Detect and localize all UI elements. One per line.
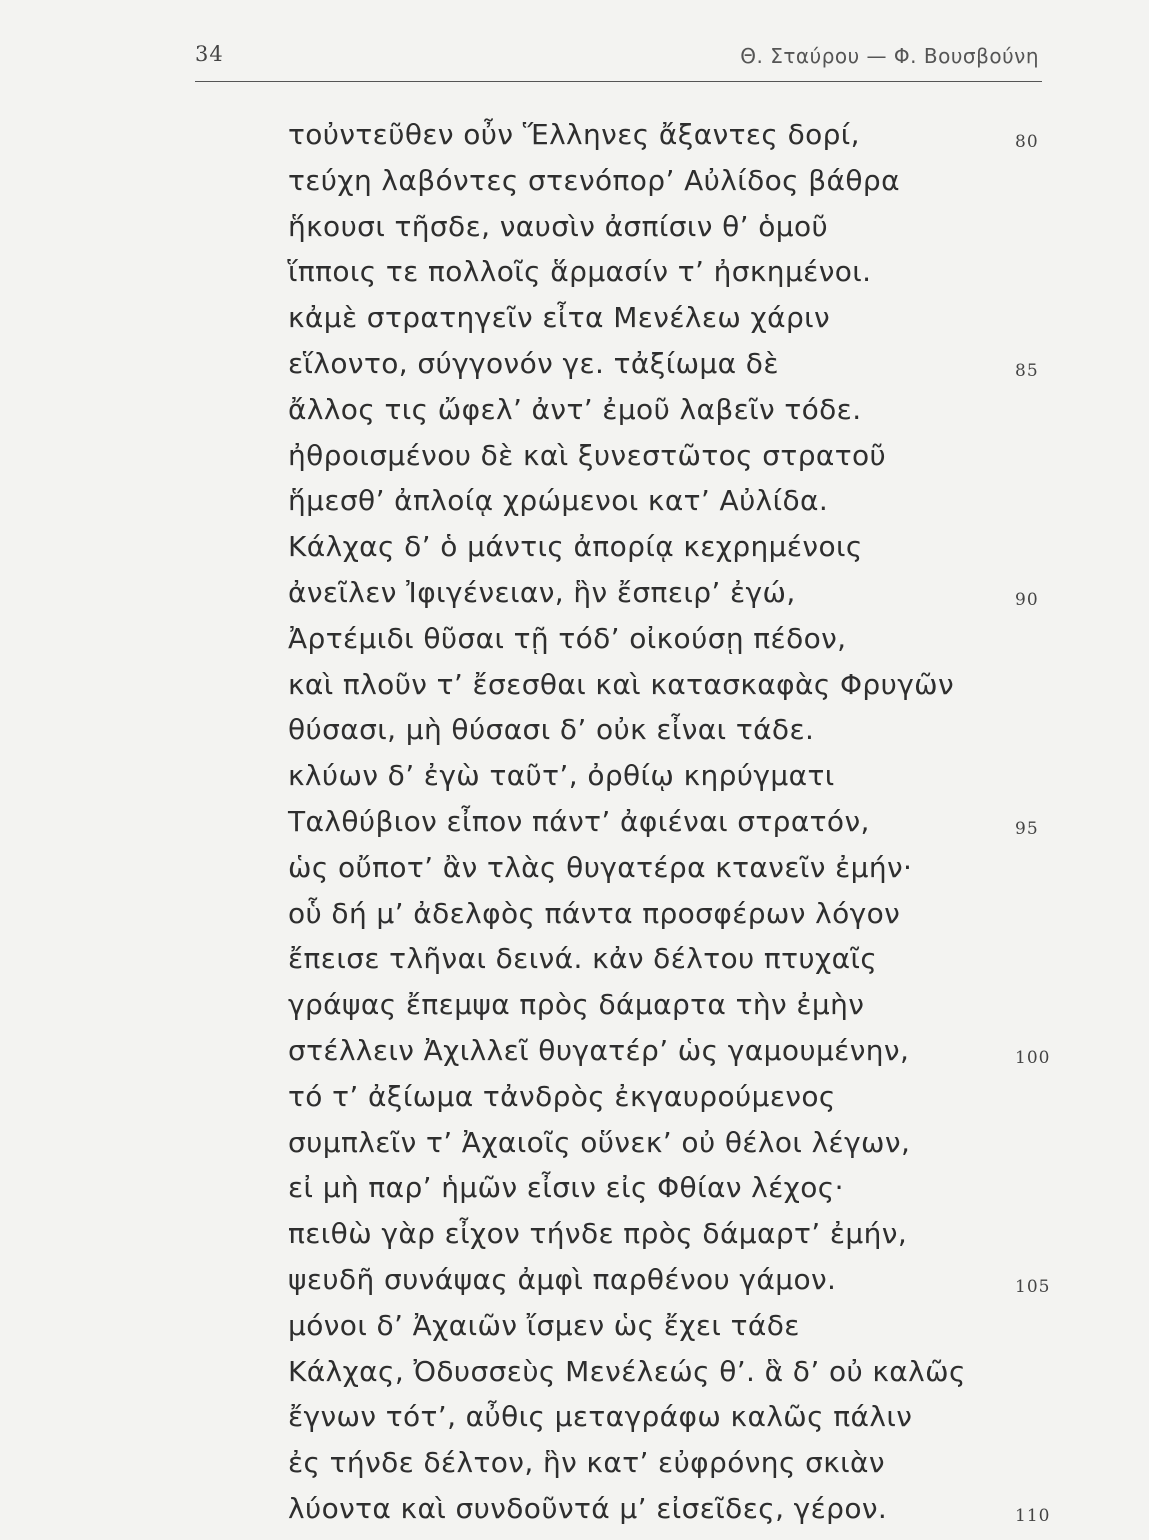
verse-text: ἥκουσι τῆσδε, ναυσὶν ἀσπίσιν θ’ ὁμοῦ (288, 209, 829, 243)
verse-text: Κάλχας, Ὀδυσσεὺς Μενέλεώς θ’. ἃ δ’ οὐ καλῶς (288, 1354, 966, 1388)
header-rule (195, 81, 1042, 82)
verse-line (288, 936, 1048, 982)
verse-text: κἀμὲ στρατηγεῖν εἶτα Μενέλεω χάριν (288, 301, 831, 335)
verse-line (288, 1440, 1048, 1486)
verse-text: ἐς τήνδε δέλτον, ἣν κατ’ εὐφρόνης σκιὰν (288, 1446, 885, 1480)
line-number: 85 (1015, 360, 1039, 381)
verse-text: λύοντα καὶ συνδοῦντά μ’ εἰσεῖδες, γέρον. (288, 1491, 888, 1525)
verse-text: καὶ πλοῦν τ’ ἔσεσθαι καὶ κατασκαφὰς Φρυγῶν (288, 667, 955, 701)
page-header (195, 42, 1045, 82)
verse-line (288, 616, 1048, 662)
line-number: 105 (1015, 1276, 1051, 1297)
verse-text: ψευδῆ συνάψας ἀμφὶ παρθένου γάμον. (288, 1262, 837, 1296)
verse-line (288, 524, 1048, 570)
verse-text: τεύχη λαβόντες στενόπορ’ Αὐλίδος βάθρα (288, 163, 900, 197)
verse-line (288, 570, 1048, 616)
verse-line (288, 1257, 1051, 1303)
verse-line (288, 1394, 1048, 1440)
verse-line (288, 158, 1048, 204)
verse-text: συμπλεῖν τ’ Ἀχαιοῖς οὕνεκ’ οὐ θέλοι λέγων, (288, 1125, 911, 1159)
verse-line (288, 1165, 1048, 1211)
page-number: 34 (195, 42, 224, 66)
verse-text: τό τ’ ἀξίωμα τἀνδρὸς ἐκγαυρούμενος (288, 1079, 836, 1113)
verse-line (288, 662, 1048, 708)
verse-line (288, 112, 1048, 158)
verse-text: Ταλθύβιον εἶπον πάντ’ ἀφιέναι στρατόν, (288, 804, 870, 838)
verse-line (288, 387, 1048, 433)
line-number: 95 (1015, 818, 1039, 839)
verse-line (288, 1303, 1048, 1349)
verse-line (288, 1120, 1048, 1166)
verse-line (288, 1074, 1048, 1120)
verse-text: κλύων δ’ ἐγὼ ταῦτ’, ὀρθίῳ κηρύγματι (288, 759, 835, 793)
verse-line (288, 1028, 1051, 1074)
line-number: 110 (1015, 1505, 1051, 1526)
verse-line (288, 799, 1048, 845)
verse-text: ἔγνων τότ’, αὖθις μεταγράφω καλῶς πάλιν (288, 1400, 913, 1434)
verse-text: μόνοι δ’ Ἀχαιῶν ἴσμεν ὡς ἔχει τάδε (288, 1308, 800, 1342)
line-number: 100 (1015, 1047, 1051, 1068)
verse-line (288, 1211, 1048, 1257)
verse-line (288, 433, 1048, 479)
verse-text: ἔπεισε τλῆναι δεινά. κἀν δέλτου πτυχαῖς (288, 942, 878, 976)
verse-text: ἄλλος τις ὤφελ’ ἀντ’ ἐμοῦ λαβεῖν τόδε. (288, 392, 862, 426)
verse-text: πειθὼ γὰρ εἶχον τήνδε πρὸς δάμαρτ’ ἐμήν, (288, 1217, 908, 1251)
running-head: Θ. Σταύρου — Φ. Βουσβούνη (740, 44, 1039, 68)
verse-line (288, 1349, 1048, 1395)
verse-line (288, 891, 1048, 937)
verse-line (288, 249, 1048, 295)
verse-text: οὗ δή μ’ ἀδελφὸς πάντα προσφέρων λόγον (288, 896, 901, 930)
verse-text: Ἀρτέμιδι θῦσαι τῇ τόδ’ οἰκούσῃ πέδον, (288, 621, 847, 655)
verse-line (288, 204, 1048, 250)
verse-text: εἵλοντο, σύγγονόν γε. τἀξίωμα δὲ (288, 346, 779, 380)
verse-text: ἵπποις τε πολλοῖς ἅρμασίν τ’ ἠσκημένοι. (288, 255, 872, 289)
verse-text: ἀνεῖλεν Ἰφιγένειαν, ἣν ἔσπειρ’ ἐγώ, (288, 575, 796, 609)
line-number: 90 (1015, 589, 1039, 610)
verse-text: στέλλειν Ἀχιλλεῖ θυγατέρ’ ὡς γαμουμένην, (288, 1033, 910, 1067)
verse-line (288, 1486, 1051, 1532)
verse-line (288, 753, 1048, 799)
verse-line (288, 341, 1048, 387)
verse-line (288, 707, 1048, 753)
verse-line (288, 295, 1048, 341)
verse-text: Κάλχας δ’ ὁ μάντις ἀπορίᾳ κεχρημένοις (288, 530, 863, 564)
verse-block (288, 112, 1051, 1532)
verse-text: θύσασι, μὴ θύσασι δ’ οὐκ εἶναι τάδε. (288, 713, 815, 747)
verse-text: γράψας ἔπεμψα πρὸς δάμαρτα τὴν ἐμὴν (288, 988, 865, 1022)
verse-text: ὡς οὔποτ’ ἂν τλὰς θυγατέρα κτανεῖν ἐμήν· (288, 850, 913, 884)
verse-text: ἠθροισμένου δὲ καὶ ξυνεστῶτος στρατοῦ (288, 438, 887, 472)
line-number: 80 (1015, 132, 1039, 152)
verse-line (288, 845, 1048, 891)
verse-text: εἰ μὴ παρ’ ἡμῶν εἶσιν εἰς Φθίαν λέχος· (288, 1171, 844, 1205)
verse-text: ἥμεσθ’ ἀπλοίᾳ χρώμενοι κατ’ Αὐλίδα. (288, 484, 829, 518)
verse-line (288, 478, 1048, 524)
verse-text: τοὐντεῦθεν οὖν Ἕλληνες ἄξαντες δορί, (288, 118, 860, 151)
verse-line (288, 982, 1048, 1028)
